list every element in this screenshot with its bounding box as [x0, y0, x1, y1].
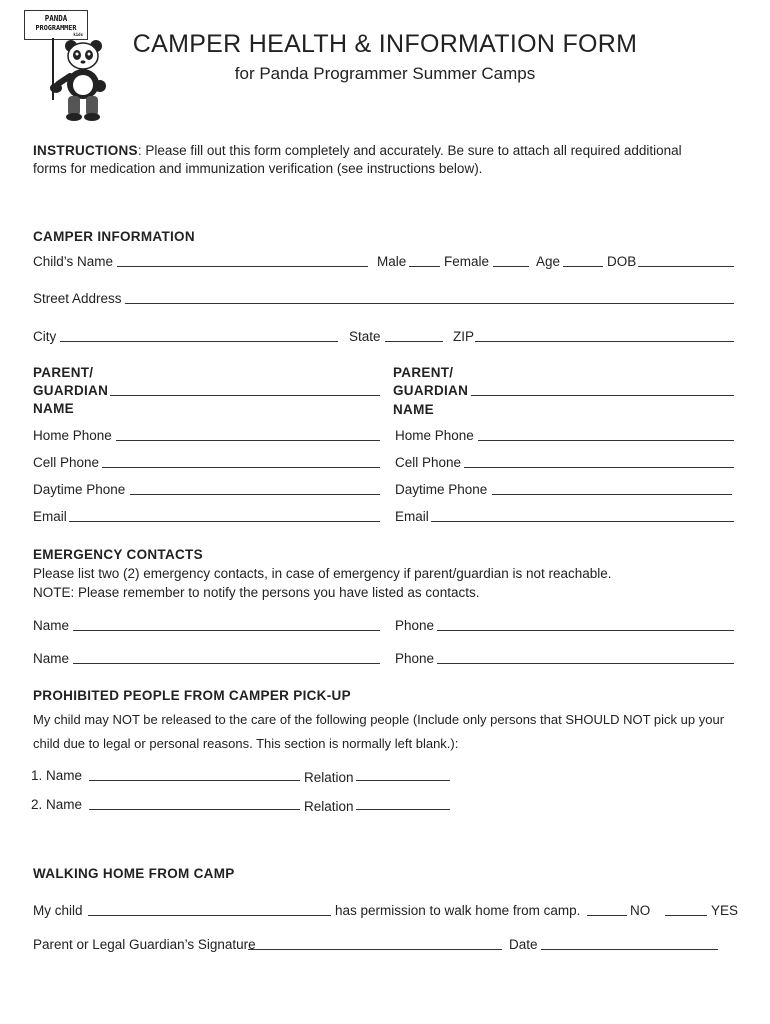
- guardian1-name-field[interactable]: [110, 395, 380, 396]
- prohibited1-relation-field[interactable]: [356, 780, 450, 781]
- guardian2-home-phone-label: Home Phone: [395, 428, 474, 443]
- male-field[interactable]: [409, 266, 440, 267]
- signature-field[interactable]: [248, 949, 502, 950]
- prohibited2-name-field[interactable]: [89, 809, 300, 810]
- guardian1-daytime-phone-label: Daytime Phone: [33, 482, 126, 497]
- logo-text-panda: PANDA: [44, 14, 68, 23]
- guardian1-daytime-phone-field[interactable]: [130, 494, 380, 495]
- age-field[interactable]: [563, 266, 603, 267]
- logo-text-kids: kids: [73, 32, 83, 37]
- walking-yes-field[interactable]: [665, 915, 707, 916]
- date-field[interactable]: [541, 949, 718, 950]
- emergency1-name-field[interactable]: [73, 630, 380, 631]
- walking-no-label: NO: [630, 903, 651, 918]
- city-label: City: [33, 329, 57, 344]
- guardian1-home-phone-field[interactable]: [116, 440, 380, 441]
- instructions-text: [33, 143, 682, 159]
- page-subtitle: for Panda Programmer Summer Camps: [234, 64, 536, 83]
- street-address-label: Street Address: [33, 291, 122, 306]
- guardian2-label-line3: NAME: [393, 402, 434, 417]
- prohibited-line2: child due to legal or personal reasons. This section is normally left blank.):: [33, 736, 459, 751]
- state-label: State: [349, 329, 381, 344]
- guardian2-label-line1: PARENT/: [393, 365, 454, 380]
- state-field[interactable]: [385, 341, 443, 342]
- emergency2-name-field[interactable]: [73, 663, 380, 664]
- emergency-heading: EMERGENCY CONTACTS: [33, 547, 203, 562]
- zip-field[interactable]: [475, 341, 734, 342]
- prohibited2-relation-label: Relation: [304, 799, 354, 814]
- female-label: Female: [444, 254, 490, 269]
- guardian2-cell-phone-label: Cell Phone: [395, 455, 462, 470]
- emergency1-phone-label: Phone: [395, 618, 435, 633]
- instructions-line1: : Please fill out this form completely and accurately. Be sure to attach all required additional: [137, 143, 682, 158]
- guardian2-label-line2: GUARDIAN: [393, 383, 469, 398]
- prohibited2-relation-field[interactable]: [356, 809, 450, 810]
- street-address-field[interactable]: [125, 303, 734, 304]
- emergency-line1: Please list two (2) emergency contacts, in case of emergency if parent/guardian is not reachable.: [33, 566, 612, 581]
- guardian2-email-field[interactable]: [431, 521, 734, 522]
- guardian2-daytime-phone-label: Daytime Phone: [395, 482, 488, 497]
- guardian1-cell-phone-label: Cell Phone: [33, 455, 100, 470]
- dob-label: DOB: [607, 254, 637, 269]
- guardian1-home-phone-label: Home Phone: [33, 428, 112, 443]
- date-label: Date: [509, 937, 538, 952]
- guardian1-label-line3: NAME: [33, 401, 74, 416]
- instructions-label: INSTRUCTIONS: [33, 143, 138, 158]
- emergency2-phone-field[interactable]: [437, 663, 734, 664]
- emergency2-phone-label: Phone: [395, 651, 435, 666]
- guardian2-daytime-phone-field[interactable]: [492, 494, 732, 495]
- guardian1-label-line2: GUARDIAN: [33, 383, 109, 398]
- guardian1-email-label: Email: [33, 509, 67, 524]
- emergency-line2: NOTE: Please remember to notify the persons you have listed as contacts.: [33, 585, 480, 600]
- male-label: Male: [377, 254, 407, 269]
- emergency2-name-label: Name: [33, 651, 70, 666]
- prohibited1-relation-label: Relation: [304, 770, 354, 785]
- walking-heading: WALKING HOME FROM CAMP: [33, 866, 235, 881]
- page-title: CAMPER HEALTH & INFORMATION FORM: [132, 30, 638, 58]
- guardian1-email-field[interactable]: [69, 521, 380, 522]
- prohibited2-name-label: 2. Name: [31, 797, 83, 812]
- walking-no-field[interactable]: [587, 915, 627, 916]
- female-field[interactable]: [493, 266, 529, 267]
- child-name-label: Child’s Name: [33, 254, 114, 269]
- guardian1-cell-phone-field[interactable]: [102, 467, 380, 468]
- guardian2-cell-phone-field[interactable]: [464, 467, 734, 468]
- logo-text-programmer: PROGRAMMER: [35, 24, 77, 32]
- guardian2-name-field[interactable]: [471, 395, 734, 396]
- age-label: Age: [536, 254, 561, 269]
- walking-yes-label: YES: [711, 903, 739, 918]
- dob-field[interactable]: [638, 266, 734, 267]
- camper-info-heading: CAMPER INFORMATION: [33, 229, 195, 244]
- signature-label: Parent or Legal Guardian’s Signature: [33, 937, 256, 952]
- emergency1-phone-field[interactable]: [437, 630, 734, 631]
- walking-child-name-field[interactable]: [88, 915, 331, 916]
- walking-permission-text: has permission to walk home from camp.: [335, 903, 581, 918]
- my-child-label: My child: [33, 903, 83, 918]
- prohibited1-name-label: 1. Name: [31, 768, 83, 783]
- emergency1-name-label: Name: [33, 618, 70, 633]
- instructions-line2: forms for medication and immunization verification (see instructions below).: [33, 161, 483, 176]
- child-name-field[interactable]: [117, 266, 368, 267]
- city-field[interactable]: [60, 341, 338, 342]
- guardian2-email-label: Email: [395, 509, 429, 524]
- prohibited1-name-field[interactable]: [89, 780, 300, 781]
- guardian1-label-line1: PARENT/: [33, 365, 94, 380]
- guardian2-home-phone-field[interactable]: [478, 440, 734, 441]
- zip-label: ZIP: [453, 329, 475, 344]
- prohibited-heading: PROHIBITED PEOPLE FROM CAMPER PICK-UP: [33, 688, 351, 703]
- prohibited-line1: My child may NOT be released to the care of the following people (Include only persons that SHOULD NOT pick up your: [33, 712, 725, 727]
